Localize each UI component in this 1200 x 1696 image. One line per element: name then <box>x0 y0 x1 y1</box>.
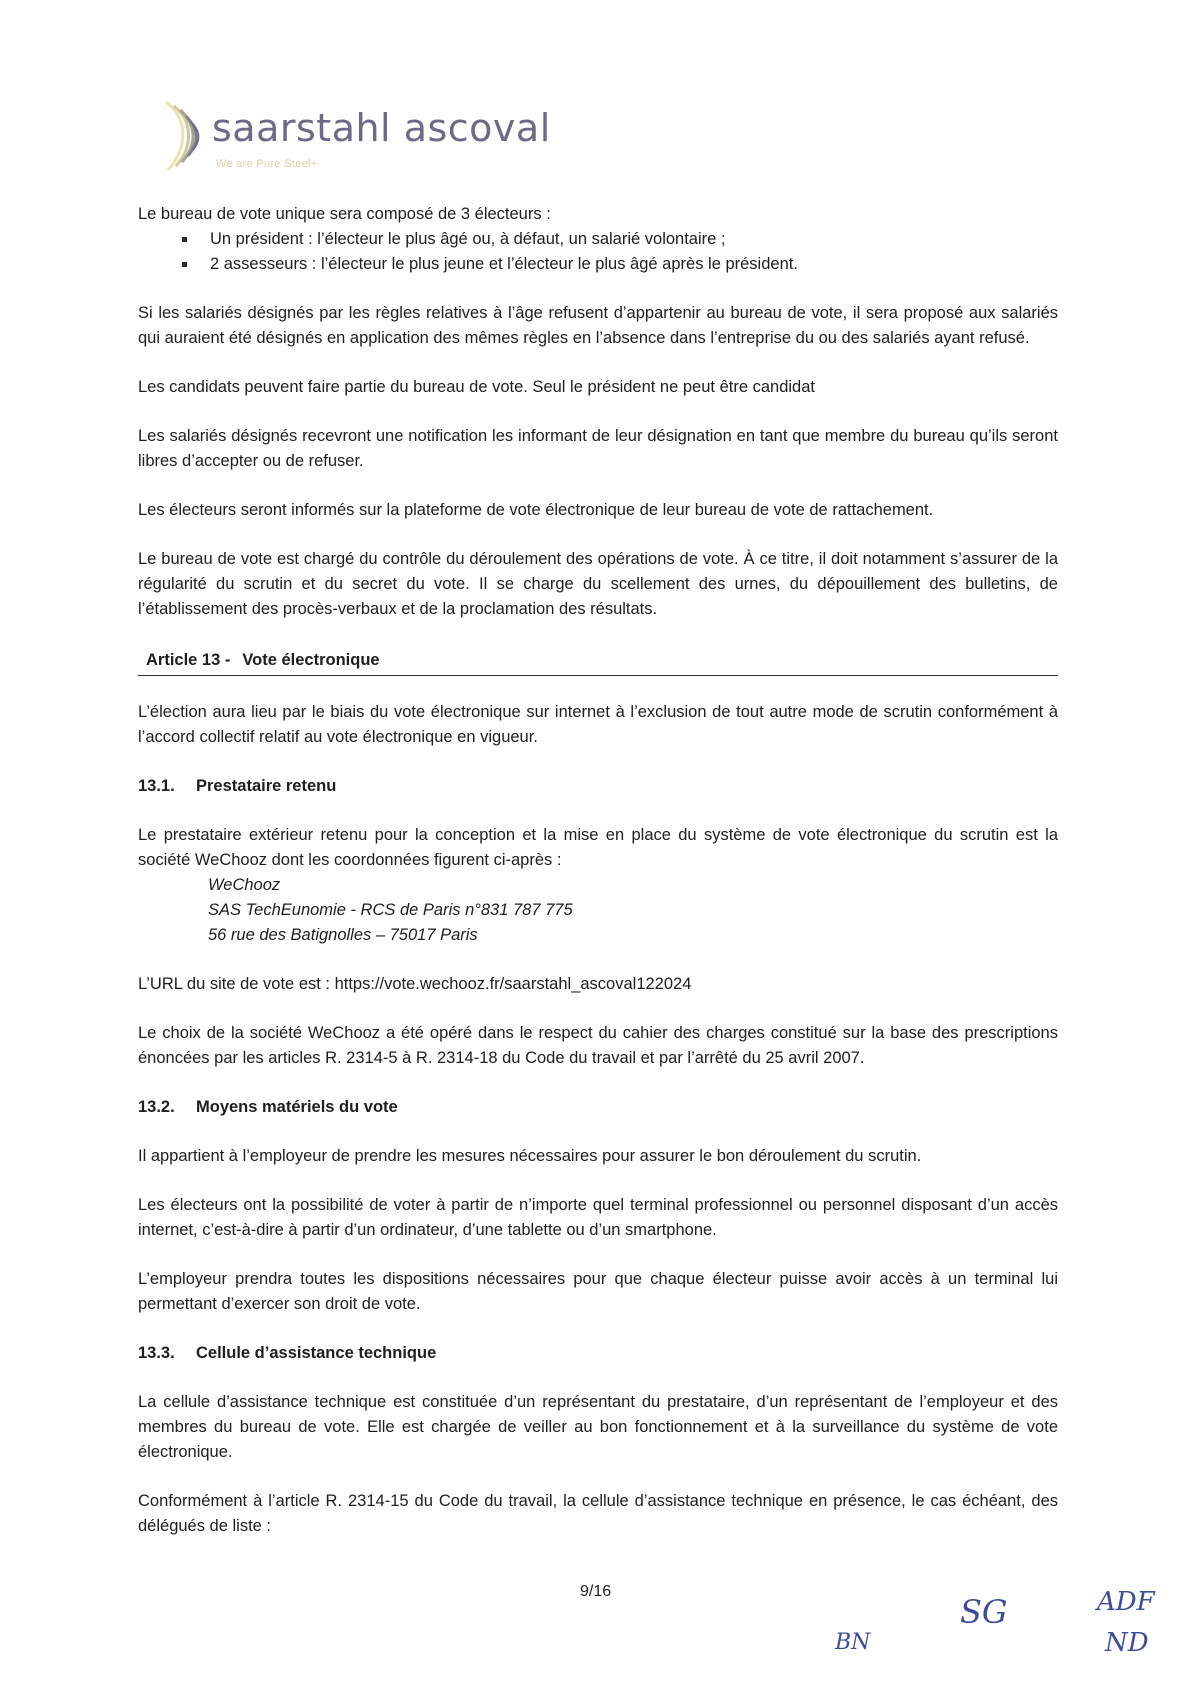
handwritten-initials-bn: BN <box>835 1630 871 1655</box>
handwritten-initials-sg: SG <box>960 1593 1008 1631</box>
logo-tagline: We are Pure Steel+ <box>216 158 318 170</box>
section-title: Cellule d’assistance technique <box>196 1344 437 1362</box>
swoosh-logo-icon <box>160 98 216 174</box>
list-item: Un président : l’électeur le plus âgé ou, à défaut, un salarié volontaire ; <box>138 227 1058 252</box>
section-number: 13.1. <box>138 777 175 795</box>
handwritten-initials-nd: ND <box>1105 1628 1149 1658</box>
handwritten-initials-adf: ADF <box>1097 1587 1155 1617</box>
paragraph: Les candidats peuvent faire partie du bureau de vote. Seul le président ne peut être candidat <box>138 378 815 396</box>
paragraph: Le bureau de vote est chargé du contrôle du déroulement des opérations de vote. À ce titre, il doit notamment s’assurer de la régularité du scrutin et du secret du vote. Il se charge du scellement des urnes, du dépouillement des bulletins, de l’établissement des procès-verbaux et de la proclamation des résultats. <box>138 550 1058 618</box>
paragraph: Les salariés désignés recevront une notification les informant de leur désignation en tant que membre du bureau qu’ils seront libres d’accepter ou de refuser. <box>138 427 1058 470</box>
paragraph: Le choix de la société WeChooz a été opéré dans le respect du cahier des charges constitué sur la base des prescriptions énoncées par les articles R. 2314-5 à R. 2314-18 du Code du travail et par l’arrêté du 25 avril 2007. <box>138 1024 1058 1067</box>
paragraph: Les électeurs ont la possibilité de voter à partir de n’importe quel terminal professionnel ou personnel disposant d’un accès internet, c’est-à-dire à partir d’un ordinateur, d’une tablette ou d’un smartphone. <box>138 1196 1058 1239</box>
paragraph: Si les salariés désignés par les règles relatives à l’âge refusent d’appartenir au bureau de vote, il sera proposé aux salariés qui auraient été désignés en application des mêmes règles en l’absence dans l’entreprise du ou des salariés ayant refusé. <box>138 304 1058 347</box>
page-number: 9/16 <box>580 1583 612 1600</box>
paragraph: Le bureau de vote unique sera composé de 3 électeurs : <box>138 205 551 223</box>
article-label: Article 13 - <box>146 651 231 669</box>
paragraph: La cellule d’assistance technique est constituée d’un représentant du prestataire, d’un représentant de l’employeur et des membres du bureau de vote. Elle est chargée de veiller au bon fonctionnement et à la surveillance du système de vote électronique. <box>138 1393 1058 1461</box>
company-logo <box>160 98 551 178</box>
list-item: 2 assesseurs : l’électeur le plus jeune et l’électeur le plus âgé après le président. <box>138 252 1058 277</box>
paragraph: Il appartient à l’employeur de prendre les mesures nécessaires pour assurer le bon déroulement du scrutin. <box>138 1147 922 1165</box>
paragraph: Les électeurs seront informés sur la plateforme de vote électronique de leur bureau de vote de rattachement. <box>138 501 934 519</box>
article-title: Vote électronique <box>242 651 380 669</box>
section-number: 13.3. <box>138 1344 175 1362</box>
logo-wordmark: saarstahl ascoval <box>212 106 551 150</box>
section-title: Prestataire retenu <box>196 777 337 795</box>
vote-url-paragraph: L’URL du site de vote est : https://vote.wechooz.fr/saarstahl_ascoval122024 <box>138 975 692 993</box>
section-heading <box>138 774 1058 799</box>
paragraph: Le prestataire extérieur retenu pour la conception et la mise en place du système de vote électronique du scrutin est la société WeChooz dont les coordonnées figurent ci-après : <box>138 826 1058 869</box>
article-heading <box>138 648 1058 676</box>
section-heading <box>138 1341 1058 1366</box>
document-body <box>138 202 1058 1539</box>
paragraph: L’employeur prendra toutes les dispositions nécessaires pour que chaque électeur puisse avoir accès à un terminal lui permettant d’exercer son droit de vote. <box>138 1270 1058 1313</box>
bullet-list <box>138 227 1058 277</box>
bullet-square-icon <box>182 262 187 267</box>
section-title: Moyens matériels du vote <box>196 1098 398 1116</box>
section-heading <box>138 1095 1058 1120</box>
address-line: WeChooz <box>208 876 281 894</box>
section-number: 13.2. <box>138 1098 175 1116</box>
address-line: SAS TechEunomie - RCS de Paris n°831 787 775 <box>208 901 573 919</box>
paragraph: L’élection aura lieu par le biais du vote électronique sur internet à l’exclusion de tout autre mode de scrutin conformément à l’accord collectif relatif au vote électronique en vigueur. <box>138 703 1058 746</box>
address-line: 56 rue des Batignolles – 75017 Paris <box>208 926 478 944</box>
bullet-square-icon <box>182 237 187 242</box>
paragraph: Conformément à l’article R. 2314-15 du Code du travail, la cellule d’assistance technique en présence, le cas échéant, des délégués de liste : <box>138 1492 1058 1535</box>
